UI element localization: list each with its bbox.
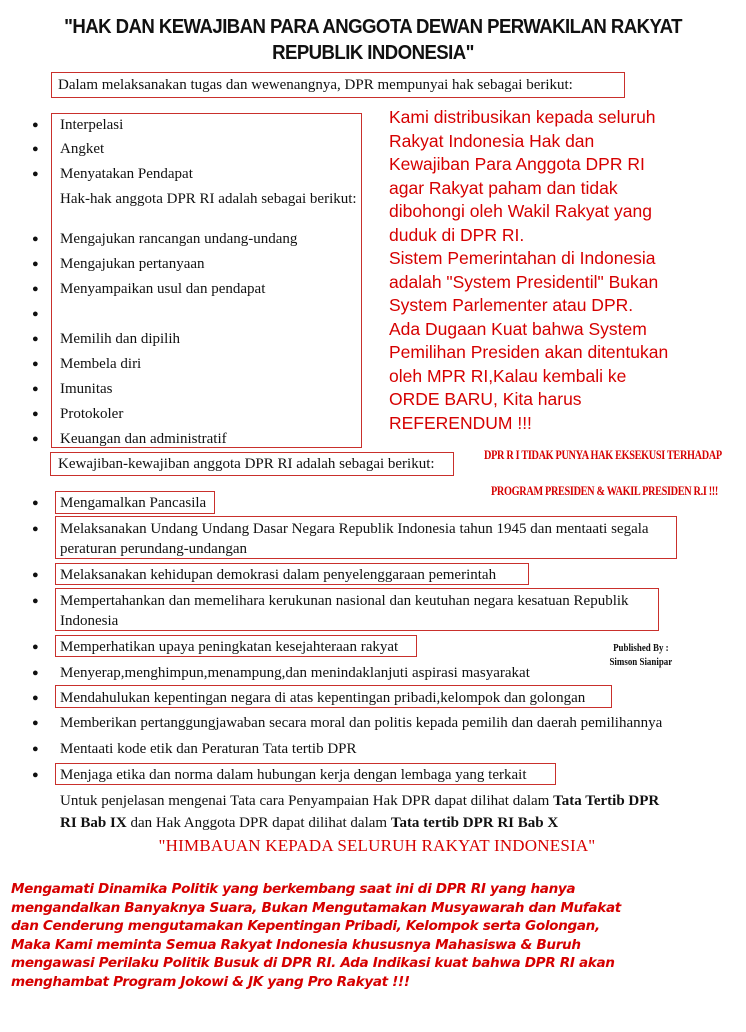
kewajiban-item-10: Menjaga etika dan norma dalam hubungan kerja dengan lembaga yang terkait [60,767,527,783]
hak-item-pendapat: Menyatakan Pendapat [60,166,193,182]
kewajiban-item-2a: Melaksanakan Undang Undang Dasar Negara Republik Indonesia tahun 1945 dan mentaati segala [60,521,649,537]
bullet: ● [32,692,39,704]
footnote-ref: Tata tertib DPR RI Bab X [390,815,559,831]
bullet: ● [32,143,39,155]
red-note-line: REFERENDUM !!! [389,412,532,433]
hak-item-imunitas: Imunitas [60,381,113,397]
red-note-line: agar Rakyat paham dan tidak [389,177,618,198]
red-note-line: Kami distribusikan kepada seluruh [389,107,656,127]
footnote-text: Untuk penjelasan mengenai Tata cara Penyampaian Hak DPR dapat dilihat dalam [60,793,554,809]
kewajiban-intro-text: Kewajiban-kewajiban anggota DPR RI adalah sebagai berikut: [58,456,435,472]
bullet: ● [32,383,39,395]
hak-item-keuangan: Keuangan dan administratif [60,431,227,447]
footnote-text: dan Hak Anggota DPR dapat dilihat dalam [126,815,391,831]
stamp-line-1: DPR R I TIDAK PUNYA HAK EKSEKUSI TERHADAP [484,448,722,462]
kewajiban-item-1: Mengamalkan Pancasila [60,495,207,511]
bullet: ● [32,258,39,270]
bullet-empty: ● [32,308,39,320]
footnote-line-2 [60,814,558,832]
red-note-line: duduk di DPR RI. [389,224,525,245]
kewajiban-item-5: Memperhatikan upaya peningkatan kesejahteraan rakyat [60,639,399,655]
published-label: Published By : [613,643,669,654]
red-note-line: adalah "System Presidentil" Bukan [389,271,659,292]
bullet: ● [32,523,39,535]
bullet: ● [32,119,39,131]
bullet: ● [32,569,39,581]
hak-anggota-intro: Hak-hak anggota DPR RI adalah sebagai berikut: [60,191,357,207]
himbauan-heading: "HIMBAUAN KEPADA SELURUH RAKYAT INDONESIA" [158,836,596,855]
kewajiban-item-6: Menyerap,menghimpun,menampung,dan menindaklanjuti aspirasi masyarakat [60,665,530,681]
hak-item-usul: Menyampaikan usul dan pendapat [60,281,266,297]
hak-item-membela: Membela diri [60,356,142,372]
appeal-line: dan Cenderung mengutamakan Kepentingan Pribadi, Kelompok serta Golongan, [11,918,600,934]
red-note-line: ORDE BARU, Kita harus [389,389,582,409]
bullet: ● [32,408,39,420]
hak-item-pertanyaan: Mengajukan pertanyaan [60,256,205,272]
kewajiban-item-4b: Indonesia [60,613,119,629]
bullet: ● [32,769,39,781]
bullet: ● [32,641,39,653]
appeal-line: mengawasi Perilaku Politik Busuk di DPR RI. Ada Indikasi kuat bahwa DPR RI akan [11,955,615,971]
bullet: ● [32,667,39,679]
red-note-line: Rakyat Indonesia Hak dan [389,130,595,151]
kewajiban-item-2b: peraturan perundang-undangan [60,541,248,557]
hak-intro-text: Dalam melaksanakan tugas dan wewenangnya, DPR mempunyai hak sebagai berikut: [58,77,573,93]
document-title-line-1: "HAK DAN KEWAJIBAN PARA ANGGOTA DEWAN PERWAKILAN RAKYAT [64,16,682,38]
red-note-line: Sistem Pemerintahan di Indonesia [389,248,656,268]
bullet: ● [32,717,39,729]
red-note-line: System Parlementer atau DPR. [389,295,634,315]
document-title-line-2: REPUBLIK INDONESIA" [272,42,474,64]
bullet: ● [32,595,39,607]
kewajiban-item-8: Memberikan pertanggungjawaban secara moral dan politis kepada pemilih dan daerah pemilihannya [60,715,663,731]
bullet: ● [32,168,39,180]
red-note-line: dibohongi oleh Wakil Rakyat yang [389,201,652,221]
red-note [389,106,744,435]
hak-item-angket: Angket [60,141,105,157]
hak-item-memilih: Memilih dan dipilih [60,331,180,347]
kewajiban-item-4a: Mempertahankan dan memelihara kerukunan nasional dan keutuhan negara kesatuan Republik [60,593,629,609]
footnote-ref: RI Bab IX [60,815,127,831]
appeal-line: Maka Kami meminta Semua Rakyat Indonesia khususnya Mahasiswa & Buruh [11,936,581,953]
stamp-line-2: PROGRAM PRESIDEN & WAKIL PRESIDEN R.I !!! [491,484,718,498]
bullet: ● [32,433,39,445]
bullet: ● [32,333,39,345]
published-by [606,642,676,670]
red-note-line: Ada Dugaan Kuat bahwa System [389,318,647,339]
hak-item-protokoler: Protokoler [60,406,124,422]
red-note-line: oleh MPR RI,Kalau kembali ke [389,365,627,386]
appeal-line: menghambat Program Jokowi & JK yang Pro Rakyat !!! [11,973,410,990]
appeal-line: Mengamati Dinamika Politik yang berkembang saat ini di DPR RI yang hanya [11,881,576,897]
hak-item-interpelasi: Interpelasi [60,117,124,133]
bullet: ● [32,743,39,755]
kewajiban-item-3: Melaksanakan kehidupan demokrasi dalam penyelenggaraan pemerintah [60,567,497,583]
red-note-line: Pemilihan Presiden akan ditentukan [389,342,669,362]
footnote-line-1 [60,792,659,810]
kewajiban-item-9: Mentaati kode etik dan Peraturan Tata tertib DPR [60,741,357,757]
bullet: ● [32,233,39,245]
appeal-paragraph [11,880,621,991]
published-author: Simson Sianipar [609,657,673,668]
footnote-ref: Tata Tertib DPR [553,793,660,809]
kewajiban-item-7: Mendahulukan kepentingan negara di atas kepentingan pribadi,kelompok dan golongan [60,690,586,706]
hak-item-ruu: Mengajukan rancangan undang-undang [60,231,298,247]
bullet: ● [32,497,39,509]
red-note-line: Kewajiban Para Anggota DPR RI [389,154,645,174]
bullet: ● [32,283,39,295]
appeal-line: mengandalkan Banyaknya Suara, Bukan Mengutamakan Musyawarah dan Mufakat [11,899,621,916]
bullet: ● [32,358,39,370]
